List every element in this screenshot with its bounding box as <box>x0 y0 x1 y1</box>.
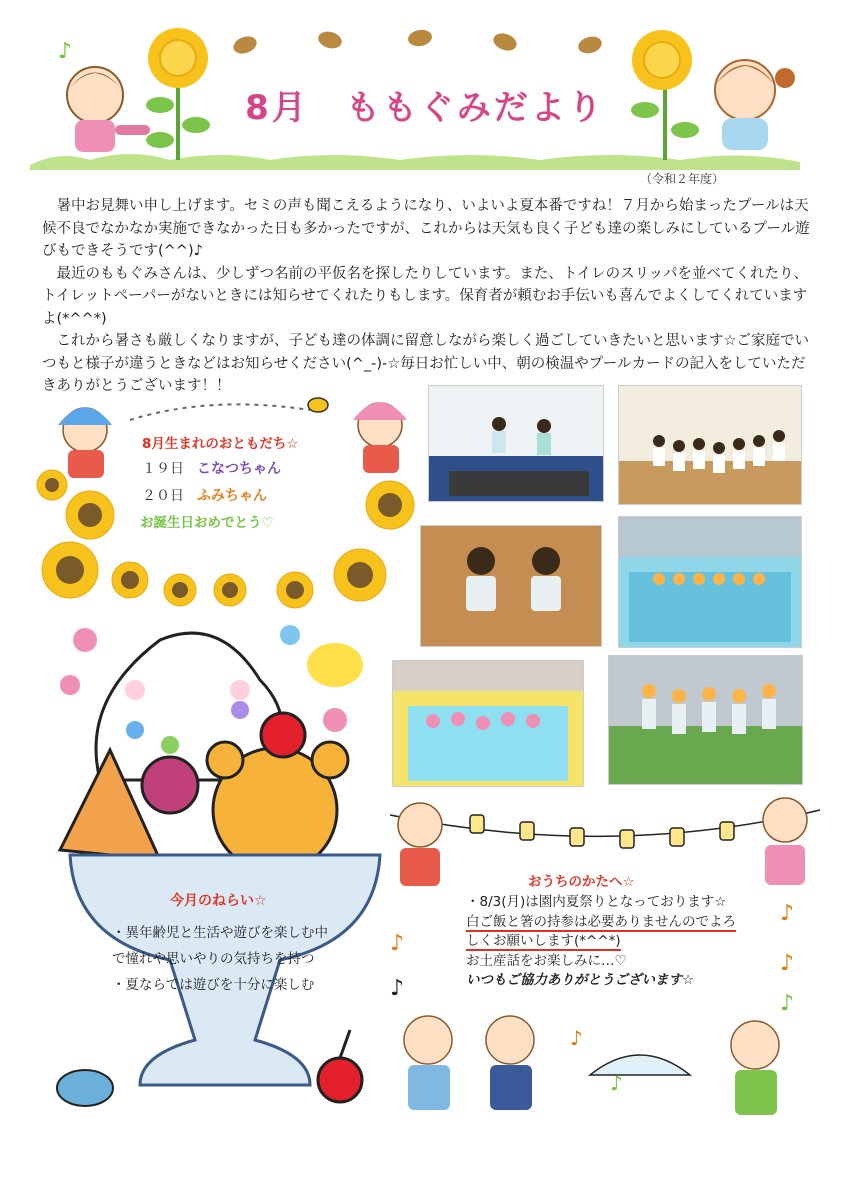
svg-text:♪: ♪ <box>58 39 73 64</box>
birthday-message: お誕生日おめでとう♡ <box>140 515 274 531</box>
photo-two-children <box>420 525 602 647</box>
birthday-name: ふみちゃん <box>197 488 267 504</box>
svg-text:♪: ♪ <box>780 951 795 976</box>
home-notice-underlined: 白ご飯と箸の持参は必要ありませんのでよろしくお願いします(*^^*) <box>466 913 736 949</box>
fiscal-year-label: （令和２年度） <box>640 172 725 186</box>
svg-text:♪: ♪ <box>390 976 405 1001</box>
home-notice-text: ・8/3(月)は園内夏祭りとなっております☆ <box>466 894 727 910</box>
photo-class-group <box>618 385 802 505</box>
home-notice-heading: おうちのかたへ☆ <box>528 874 635 890</box>
birthday-entry <box>142 485 267 505</box>
sunflower-icon <box>146 28 210 160</box>
parfait-illustration <box>40 610 410 1130</box>
intro-paragraph: 暑中お見舞い申し上げます。セミの声も聞こえるようになり、いよいよ夏本番ですね！７月から始まったプールは天候不良でなかなか実施できなかった日も多かったですが、これからは天気も良く子ども達の楽しみにしているプール遊びもできそうです(^^)♪ <box>42 198 810 259</box>
child-illustration <box>715 60 795 150</box>
svg-text:♪: ♪ <box>780 901 795 926</box>
photo-outdoor-group <box>608 655 803 785</box>
birthday-day: １９日 <box>142 461 184 477</box>
intro-text <box>42 195 812 398</box>
intro-paragraph: 最近のももぐみさんは、少しずつ名前の平仮名を探したりしています。また、トイレのスリッパを並べてくれたり、トイレットペーパーがないときには知らせてくれたりもします。保育者が頼むお手伝いも喜んでよくしてくれていますよ(*^^*) <box>42 265 809 327</box>
child-illustration <box>67 67 150 152</box>
photo-pool-2 <box>392 660 584 787</box>
birthday-name: こなつちゃん <box>197 461 281 477</box>
photo-pool-1 <box>618 516 802 648</box>
goal-item: ・異年齢児と生活や遊びを楽しむ中 <box>112 925 328 941</box>
svg-text:♪: ♪ <box>780 991 795 1016</box>
photo-plant-watering <box>428 385 604 502</box>
goal-item: ・夏ならでは遊びを十分に楽しむ <box>112 977 315 993</box>
page-title: 8月 ももぐみだより <box>245 88 605 128</box>
svg-text:♪: ♪ <box>610 1071 623 1095</box>
svg-text:♪: ♪ <box>390 931 405 956</box>
sunflower-icon <box>631 30 699 160</box>
birthday-entry <box>142 458 281 478</box>
intro-paragraph: これから暑さも厳しくなりますが、子ども達の体調に留意しながら楽しく過ごしていきたいと思います☆ご家庭でいつもと様子が違うときなどはお知らせください(^_-)-☆毎日お忙しい中、朝の検温やプールカードの記入をしていただきありがとうございます！！ <box>42 333 809 394</box>
goals-heading: 今月のねらい☆ <box>170 893 267 909</box>
home-notice-thanks: いつもご協力ありがとうございます☆ <box>466 972 695 988</box>
goal-item: で憧れや思いやりの気持ちを持つ <box>112 951 315 967</box>
goals-list <box>112 920 367 998</box>
birthday-heading: 8月生まれのおともだち☆ <box>142 436 299 452</box>
svg-text:♪: ♪ <box>570 1026 583 1050</box>
home-notice-body <box>466 893 736 991</box>
home-notice-text: お土産話をお楽しみに…♡ <box>466 952 627 969</box>
birthday-day: ２０日 <box>142 488 184 504</box>
